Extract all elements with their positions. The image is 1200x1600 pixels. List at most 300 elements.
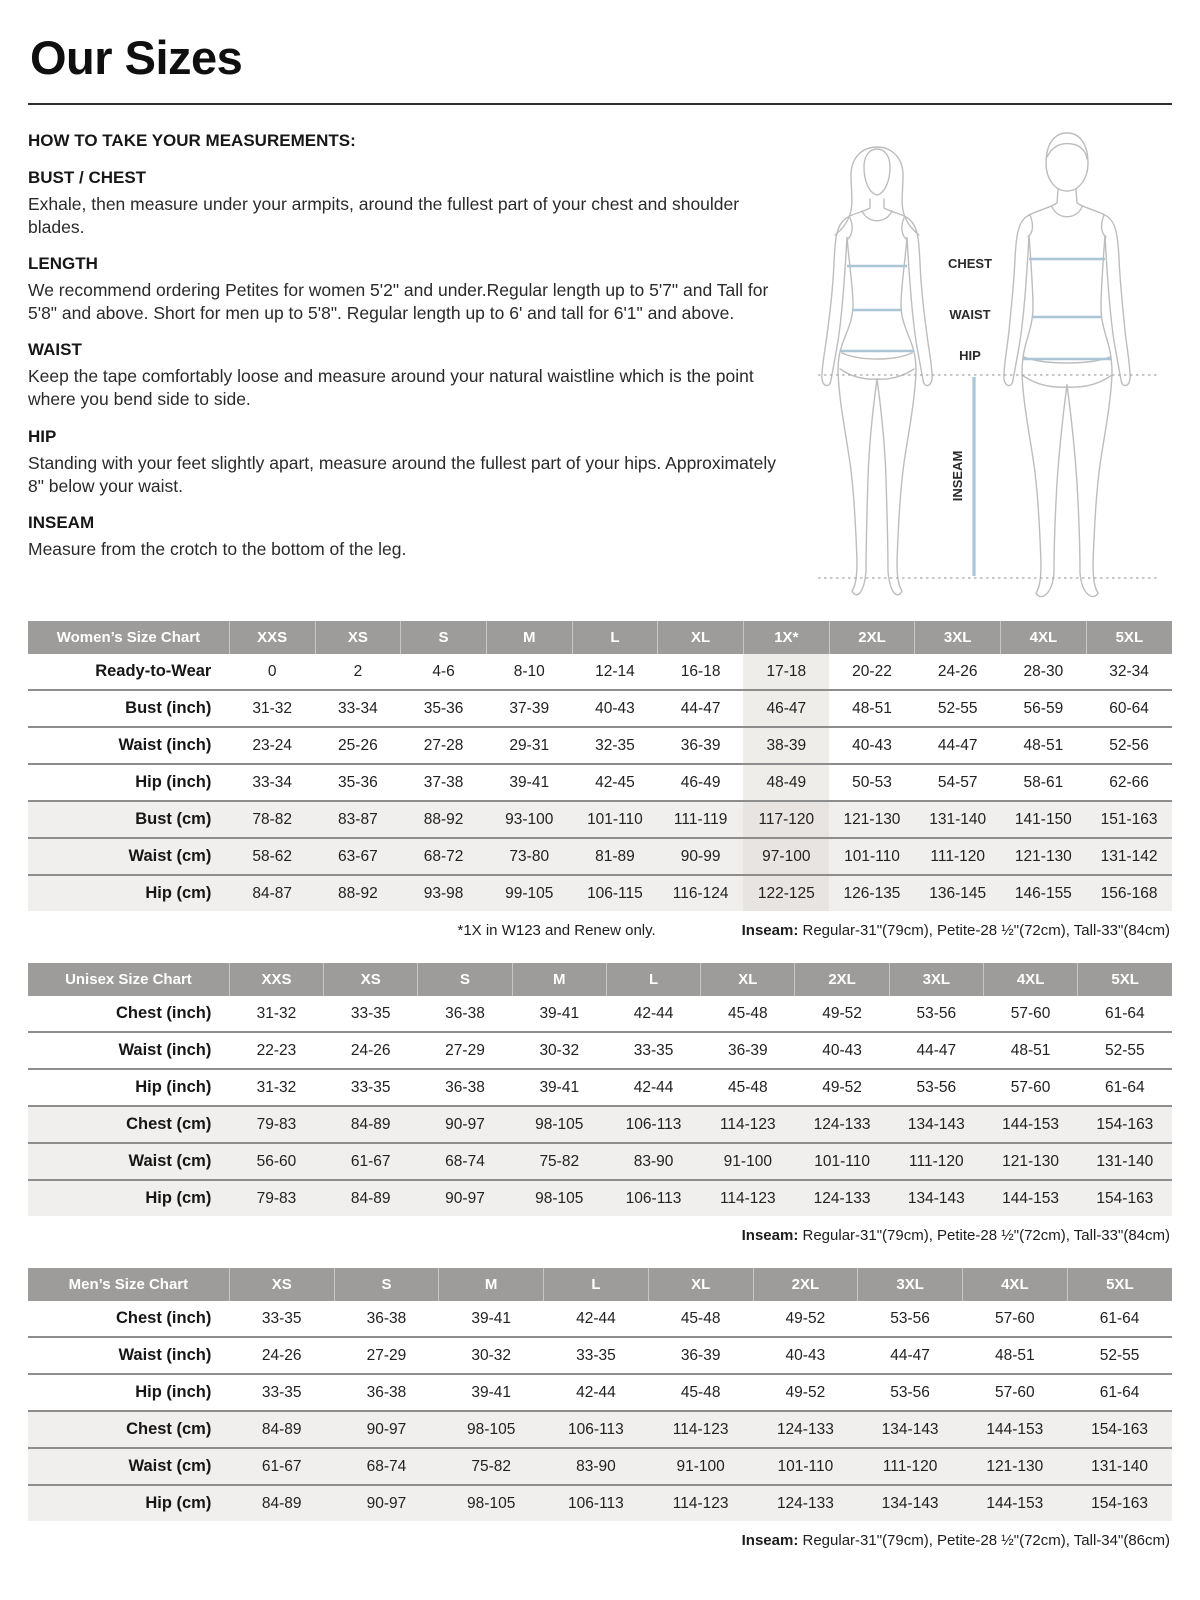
- column-header-4xl: 4XL: [983, 963, 1077, 996]
- size-cell: 0: [267, 662, 277, 680]
- section-heading: BUST / CHEST: [28, 168, 147, 187]
- size-cell: 33-35: [261, 1309, 302, 1327]
- row-label: Waist (cm): [128, 1152, 212, 1170]
- size-cell: 33-34: [252, 773, 293, 791]
- mens-table: [28, 1268, 1172, 1521]
- size-cell: 35-36: [423, 699, 464, 717]
- size-cell: 121-130: [1014, 847, 1072, 865]
- size-cell: 106-115: [587, 884, 643, 902]
- table-row: [28, 801, 1172, 838]
- size-cell: 31-32: [256, 1004, 297, 1022]
- size-cell: 39-41: [539, 1078, 580, 1096]
- size-cell: 116-124: [672, 884, 729, 902]
- table-row: [28, 1069, 1172, 1106]
- row-label: Hip (inch): [135, 773, 212, 791]
- size-cell: 46-49: [680, 773, 721, 791]
- size-cell: 75-82: [539, 1152, 580, 1170]
- size-cell: 37-39: [509, 699, 550, 717]
- size-cell: 33-34: [338, 699, 378, 717]
- column-header-3xl: 3XL: [889, 963, 983, 996]
- size-cell: 40-43: [595, 699, 635, 717]
- row-label: Chest (inch): [116, 1309, 212, 1327]
- size-cell: 36-39: [680, 1346, 721, 1364]
- table-row: [28, 1301, 1172, 1337]
- size-cell: 114-123: [672, 1494, 729, 1512]
- size-cell: 131-142: [1100, 847, 1158, 865]
- unisex-chart-footnote: [30, 1227, 1170, 1244]
- size-cell: 52-55: [1099, 1346, 1140, 1364]
- size-cell: 35-36: [338, 773, 378, 791]
- size-cell: 16-18: [680, 662, 721, 680]
- column-header-xs: XS: [324, 963, 418, 996]
- column-header-xxs: XXS: [229, 963, 323, 996]
- row-label: Hip (cm): [145, 1189, 212, 1207]
- size-cell: 44-47: [916, 1041, 957, 1059]
- column-header-2xl: 2XL: [753, 1268, 858, 1301]
- size-cell: 84-89: [261, 1494, 302, 1512]
- size-cell: 101-110: [814, 1152, 870, 1170]
- size-cell: 62-66: [1109, 773, 1149, 791]
- column-header-5xl: 5XL: [1067, 1268, 1172, 1301]
- section-heading: HIP: [28, 426, 57, 446]
- section-length: [28, 254, 780, 325]
- row-label: Ready-to-Wear: [95, 662, 212, 680]
- size-cell: 45-48: [680, 1309, 721, 1327]
- size-cell: 61-67: [350, 1152, 391, 1170]
- size-cell: 27-29: [445, 1041, 485, 1059]
- size-cell: 49-52: [822, 1078, 862, 1096]
- size-cell: 44-47: [890, 1346, 930, 1364]
- size-cell: 42-44: [576, 1383, 616, 1401]
- size-cell: 44-47: [937, 736, 978, 754]
- size-cell: 36-38: [366, 1309, 407, 1327]
- size-cell: 33-35: [261, 1383, 302, 1401]
- size-cell: 98-105: [535, 1115, 584, 1133]
- size-cell: 98-105: [467, 1420, 516, 1438]
- column-header-xl: XL: [701, 963, 795, 996]
- chest-label: CHEST: [947, 256, 993, 271]
- size-cell: 4-6: [432, 662, 455, 680]
- size-cell: 40-43: [852, 736, 892, 754]
- size-cell: 39-41: [509, 773, 550, 791]
- section-body: Exhale, then measure under your armpits, around the fullest part of your chest and shoulder blades.: [28, 194, 740, 238]
- size-cell: 27-29: [366, 1346, 407, 1364]
- size-cell: 56-59: [1023, 699, 1064, 717]
- column-header-xs: XS: [229, 1268, 334, 1301]
- section-hip: [28, 427, 780, 498]
- size-cell: 61-64: [1105, 1004, 1145, 1022]
- size-cell: 154-163: [1096, 1115, 1154, 1133]
- size-cell: 48-51: [1023, 736, 1064, 754]
- column-header-m: M: [512, 963, 606, 996]
- size-cell: 68-74: [366, 1457, 407, 1475]
- size-cell: 134-143: [881, 1494, 939, 1512]
- figure-labels: [948, 256, 992, 501]
- column-header-l: L: [606, 963, 700, 996]
- size-cell: 23-24: [252, 736, 293, 754]
- inseam-footnote-text: Regular-31"(79cm), Petite-28 ½"(72cm), Tall-33"(84cm): [798, 1227, 1170, 1244]
- size-cell: 33-35: [633, 1041, 674, 1059]
- size-cell: 45-48: [727, 1078, 768, 1096]
- row-label: Bust (inch): [125, 699, 212, 717]
- row-label: Chest (cm): [126, 1115, 212, 1133]
- size-cell: 81-89: [595, 847, 635, 865]
- size-cell: 33-35: [350, 1004, 391, 1022]
- inseam-footnote-label: Inseam:: [741, 1532, 799, 1549]
- size-cell: 33-35: [350, 1078, 391, 1096]
- size-cell: 154-163: [1096, 1189, 1154, 1207]
- size-cell: 141-150: [1014, 810, 1072, 828]
- column-header-4xl: 4XL: [1001, 621, 1087, 654]
- size-cell: 40-43: [785, 1346, 826, 1364]
- size-cell: 111-119: [673, 810, 728, 828]
- how-to-heading: HOW TO TAKE YOUR MEASUREMENTS:: [28, 131, 356, 150]
- size-cell: 57-60: [995, 1309, 1035, 1327]
- size-cell: 30-32: [471, 1346, 511, 1364]
- size-cell: 111-120: [909, 1152, 964, 1170]
- size-cell: 88-92: [423, 810, 464, 828]
- row-label: Waist (cm): [128, 847, 212, 865]
- size-cell: 121-130: [843, 810, 901, 828]
- size-cell: 42-45: [595, 773, 635, 791]
- size-cell: 93-100: [505, 810, 554, 828]
- size-cell: 57-60: [995, 1383, 1035, 1401]
- column-header-s: S: [418, 963, 512, 996]
- size-cell: 84-89: [350, 1115, 391, 1133]
- size-cell: 124-133: [813, 1189, 871, 1207]
- size-cell: 144-153: [986, 1420, 1044, 1438]
- section-bust-chest: [28, 168, 780, 239]
- size-cell: 75-82: [471, 1457, 511, 1475]
- table-row: [28, 875, 1172, 911]
- column-header-l: L: [544, 1268, 649, 1301]
- size-cell: 131-140: [929, 810, 987, 828]
- column-header-1x: 1X*: [743, 621, 829, 654]
- column-header-xl: XL: [648, 1268, 753, 1301]
- section-heading: INSEAM: [28, 512, 95, 532]
- size-cell: 68-74: [445, 1152, 485, 1170]
- row-label: Chest (inch): [116, 1004, 212, 1022]
- womens-size-chart: [28, 621, 1172, 911]
- size-cell: 57-60: [1010, 1078, 1051, 1096]
- column-header-3xl: 3XL: [858, 1268, 963, 1301]
- hip-label: HIP: [959, 348, 981, 363]
- column-header-xl: XL: [658, 621, 744, 654]
- size-cell: 83-87: [338, 810, 378, 828]
- size-cell: 58-62: [252, 847, 293, 865]
- row-label: Waist (inch): [118, 1041, 212, 1059]
- table-row: [28, 690, 1172, 727]
- section-body: Keep the tape comfortably loose and measure around your natural waistline which is the point where you bend side to side.: [28, 366, 754, 410]
- section-body: Standing with your feet slightly apart, measure around the fullest part of your hips. Approximately 8" below your waist.: [28, 452, 777, 496]
- size-cell: 36-39: [727, 1041, 768, 1059]
- size-cell: 31-32: [256, 1078, 297, 1096]
- size-cell: 57-60: [1010, 1004, 1051, 1022]
- size-cell: 40-43: [822, 1041, 862, 1059]
- size-cell: 53-56: [916, 1004, 957, 1022]
- section-inseam: [28, 513, 780, 561]
- table-row: [28, 1485, 1172, 1521]
- section-body: We recommend ordering Petites for women 5'2" and under.Regular length up to 5'7" and Tall for 5'8" and above. Short for men up to 5'8". Regular length up to 6' and tall for 6'1" and above.: [28, 280, 769, 324]
- size-cell: 56-60: [256, 1152, 297, 1170]
- size-cell: 49-52: [785, 1383, 826, 1401]
- table-row: [28, 654, 1172, 690]
- size-cell: 24-26: [350, 1041, 391, 1059]
- size-cell: 84-89: [261, 1420, 302, 1438]
- size-cell: 36-38: [445, 1004, 485, 1022]
- size-cell: 61-64: [1099, 1383, 1140, 1401]
- size-cell: 52-55: [1105, 1041, 1145, 1059]
- row-label: Hip (inch): [135, 1078, 212, 1096]
- column-header-xxs: XXS: [229, 621, 315, 654]
- size-cell: 24-26: [261, 1346, 302, 1364]
- size-cell: 61-67: [261, 1457, 302, 1475]
- table-row: [28, 1337, 1172, 1374]
- inseam-footnote-label: Inseam:: [741, 1227, 799, 1244]
- size-cell: 38-39: [743, 727, 829, 764]
- table-row: [28, 1374, 1172, 1411]
- size-cell: 24-26: [937, 662, 978, 680]
- size-cell: 63-67: [338, 847, 378, 865]
- size-cell: 83-90: [633, 1152, 674, 1170]
- size-cell: 134-143: [907, 1115, 965, 1133]
- size-cell: 90-97: [366, 1494, 407, 1512]
- size-cell: 36-38: [366, 1383, 407, 1401]
- inseam-footnote-label: Inseam:: [741, 922, 799, 939]
- size-cell: 122-125: [743, 875, 829, 911]
- size-cell: 126-135: [843, 884, 901, 902]
- size-cell: 111-120: [882, 1457, 938, 1475]
- size-cell: 60-64: [1109, 699, 1149, 717]
- measurement-instructions-row: [28, 131, 1172, 605]
- row-label: Chest (cm): [126, 1420, 212, 1438]
- size-cell: 42-44: [633, 1078, 674, 1096]
- size-cell: 68-72: [423, 847, 464, 865]
- size-cell: 154-163: [1091, 1494, 1149, 1512]
- section-body: Measure from the crotch to the bottom of the leg.: [28, 538, 407, 559]
- size-cell: 88-92: [338, 884, 378, 902]
- size-cell: 90-99: [680, 847, 721, 865]
- size-cell: 58-61: [1023, 773, 1064, 791]
- page-title: Our Sizes: [30, 31, 243, 84]
- size-cell: 17-18: [743, 654, 829, 690]
- size-cell: 48-49: [743, 764, 829, 801]
- size-cell: 114-123: [719, 1189, 776, 1207]
- column-header-2xl: 2XL: [829, 621, 915, 654]
- size-cell: 2: [353, 662, 363, 680]
- title-divider: [28, 103, 1172, 105]
- column-header-s: S: [401, 621, 487, 654]
- size-cell: 117-120: [743, 801, 829, 838]
- size-cell: 32-34: [1109, 662, 1149, 680]
- unisex-size-chart: [28, 963, 1172, 1216]
- size-cell: 22-23: [256, 1041, 297, 1059]
- waist-label: WAIST: [949, 307, 991, 322]
- size-cell: 146-155: [1014, 884, 1072, 902]
- table-row: [28, 996, 1172, 1032]
- size-cell: 61-64: [1105, 1078, 1145, 1096]
- size-cell: 99-105: [505, 884, 554, 902]
- inseam-footnote-text: Regular-31"(79cm), Petite-28 ½"(72cm), Tall-34"(86cm): [798, 1532, 1170, 1549]
- size-cell: 48-51: [995, 1346, 1035, 1364]
- size-cell: 151-163: [1100, 810, 1158, 828]
- size-cell: 45-48: [727, 1004, 768, 1022]
- size-cell: 12-14: [595, 662, 635, 680]
- row-label: Waist (inch): [118, 736, 212, 754]
- size-cell: 90-97: [445, 1189, 485, 1207]
- size-cell: 106-113: [625, 1115, 682, 1133]
- size-cell: 90-97: [445, 1115, 485, 1133]
- size-cell: 124-133: [813, 1115, 871, 1133]
- size-cell: 42-44: [576, 1309, 616, 1327]
- size-cell: 48-51: [852, 699, 892, 717]
- size-cell: 114-123: [719, 1115, 776, 1133]
- size-cell: 44-47: [680, 699, 721, 717]
- size-cell: 93-98: [423, 884, 464, 902]
- size-cell: 134-143: [881, 1420, 939, 1438]
- column-header-3xl: 3XL: [915, 621, 1001, 654]
- size-cell: 46-47: [743, 690, 829, 727]
- mens-table-title: Men’s Size Chart: [28, 1268, 229, 1301]
- row-label: Waist (inch): [118, 1346, 212, 1364]
- womens-inseam-footnote: [742, 922, 1170, 939]
- size-cell: 36-38: [445, 1078, 485, 1096]
- size-cell: 131-140: [1091, 1457, 1149, 1475]
- size-cell: 53-56: [916, 1078, 957, 1096]
- size-cell: 97-100: [743, 838, 829, 875]
- size-cell: 39-41: [471, 1309, 511, 1327]
- size-cell: 98-105: [467, 1494, 516, 1512]
- size-cell: 111-120: [930, 847, 985, 865]
- size-cell: 27-28: [423, 736, 464, 754]
- table-row: [28, 1180, 1172, 1216]
- size-cell: 131-140: [1096, 1152, 1154, 1170]
- row-label: Waist (cm): [128, 1457, 212, 1475]
- column-header-s: S: [334, 1268, 439, 1301]
- size-cell: 101-110: [777, 1457, 834, 1475]
- size-cell: 53-56: [890, 1309, 930, 1327]
- table-row: [28, 1411, 1172, 1448]
- size-cell: 28-30: [1023, 662, 1064, 680]
- size-cell: 136-145: [929, 884, 987, 902]
- size-cell: 52-55: [937, 699, 978, 717]
- size-cell: 154-163: [1091, 1420, 1149, 1438]
- size-cell: 73-80: [509, 847, 550, 865]
- size-cell: 144-153: [1002, 1189, 1060, 1207]
- size-cell: 31-32: [252, 699, 293, 717]
- size-cell: 50-53: [852, 773, 892, 791]
- row-label: Hip (cm): [145, 1494, 212, 1512]
- size-cell: 49-52: [822, 1004, 862, 1022]
- row-label: Bust (cm): [135, 810, 212, 828]
- unisex-table: [28, 963, 1172, 1216]
- size-cell: 101-110: [587, 810, 643, 828]
- size-cell: 84-89: [350, 1189, 391, 1207]
- inseam-footnote-text: Regular-31"(79cm), Petite-28 ½"(72cm), Tall-33"(84cm): [798, 922, 1170, 939]
- size-cell: 78-82: [252, 810, 293, 828]
- size-cell: 30-32: [539, 1041, 580, 1059]
- measurement-instructions: [28, 131, 780, 605]
- size-cell: 121-130: [1002, 1152, 1060, 1170]
- row-label: Hip (cm): [145, 884, 212, 902]
- column-header-l: L: [572, 621, 658, 654]
- size-cell: 90-97: [366, 1420, 407, 1438]
- size-cell: 124-133: [776, 1494, 834, 1512]
- size-cell: 36-39: [680, 736, 721, 754]
- size-cell: 54-57: [937, 773, 978, 791]
- table-row: [28, 838, 1172, 875]
- column-header-4xl: 4XL: [962, 1268, 1067, 1301]
- mens-chart-footnote: [30, 1532, 1170, 1549]
- size-cell: 33-35: [576, 1346, 616, 1364]
- table-row: [28, 727, 1172, 764]
- size-cell: 83-90: [576, 1457, 616, 1475]
- row-label: Hip (inch): [135, 1383, 212, 1401]
- size-cell: 91-100: [676, 1457, 725, 1475]
- column-header-xs: XS: [315, 621, 401, 654]
- size-cell: 20-22: [852, 662, 892, 680]
- column-header-5xl: 5XL: [1078, 963, 1172, 996]
- womens-chart-footnotes: [30, 922, 1170, 939]
- size-cell: 53-56: [890, 1383, 930, 1401]
- size-cell: 98-105: [535, 1189, 584, 1207]
- column-header-2xl: 2XL: [795, 963, 889, 996]
- size-cell: 45-48: [680, 1383, 721, 1401]
- column-header-m: M: [486, 621, 572, 654]
- size-cell: 91-100: [723, 1152, 772, 1170]
- section-waist: [28, 340, 780, 411]
- body-measurement-illustration: [790, 123, 1172, 605]
- size-cell: 39-41: [471, 1383, 511, 1401]
- size-cell: 114-123: [672, 1420, 729, 1438]
- size-cell: 25-26: [338, 736, 378, 754]
- size-cell: 124-133: [776, 1420, 834, 1438]
- measurement-figure-column: [780, 131, 1172, 605]
- size-cell: 49-52: [785, 1309, 826, 1327]
- womens-table: [28, 621, 1172, 911]
- size-cell: 8-10: [513, 662, 545, 680]
- size-cell: 101-110: [844, 847, 900, 865]
- table-row: [28, 1448, 1172, 1485]
- size-cell: 106-113: [568, 1420, 624, 1438]
- womens-table-title: Women’s Size Chart: [28, 621, 229, 654]
- size-cell: 52-56: [1109, 736, 1149, 754]
- womens-1x-footnote: *1X in W123 and Renew only.: [457, 922, 656, 939]
- unisex-table-title: Unisex Size Chart: [28, 963, 229, 996]
- column-header-5xl: 5XL: [1086, 621, 1172, 654]
- table-row: [28, 1143, 1172, 1180]
- header-row: [28, 1268, 1172, 1301]
- header-row: [28, 621, 1172, 654]
- size-cell: 39-41: [539, 1004, 580, 1022]
- size-cell: 79-83: [256, 1189, 297, 1207]
- woman-figure: [822, 147, 932, 595]
- inseam-label: INSEAM: [950, 450, 965, 502]
- table-row: [28, 1032, 1172, 1069]
- header-row: [28, 963, 1172, 996]
- size-cell: 84-87: [252, 884, 293, 902]
- size-cell: 106-113: [568, 1494, 624, 1512]
- size-cell: 106-113: [625, 1189, 682, 1207]
- size-cell: 134-143: [907, 1189, 965, 1207]
- size-cell: 156-168: [1100, 884, 1158, 902]
- mens-size-chart: [28, 1268, 1172, 1521]
- size-cell: 32-35: [595, 736, 635, 754]
- size-cell: 48-51: [1010, 1041, 1051, 1059]
- table-row: [28, 764, 1172, 801]
- size-cell: 61-64: [1099, 1309, 1140, 1327]
- size-cell: 29-31: [509, 736, 550, 754]
